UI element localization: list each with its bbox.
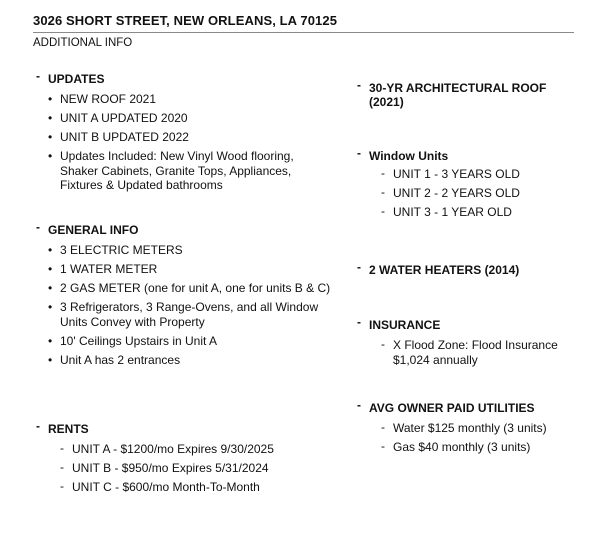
updates-title: UPDATES bbox=[48, 72, 105, 86]
list-item: - UNIT A - $1200/mo Expires 9/30/2025 bbox=[60, 442, 320, 457]
list-item: - Gas $40 monthly (3 units) bbox=[381, 440, 581, 455]
water-heaters-heading bbox=[357, 260, 520, 277]
rents-list bbox=[60, 442, 320, 499]
list-item: - Water $125 monthly (3 units) bbox=[381, 421, 581, 436]
heading-dash: - bbox=[36, 220, 40, 234]
list-item: • UNIT A UPDATED 2020 bbox=[48, 111, 328, 126]
heading-dash: - bbox=[36, 69, 40, 83]
property-address: 3026 SHORT STREET, NEW ORLEANS, LA 70125 bbox=[33, 13, 338, 28]
list-item: - X Flood Zone: Flood Insurance $1,024 annually bbox=[381, 338, 571, 367]
updates-list bbox=[48, 92, 328, 197]
header-divider bbox=[33, 32, 574, 33]
utilities-title: AVG OWNER PAID UTILITIES bbox=[369, 401, 535, 415]
heading-dash: - bbox=[357, 398, 361, 412]
general-info-heading bbox=[36, 220, 139, 237]
list-item: - UNIT C - $600/mo Month-To-Month bbox=[60, 480, 320, 495]
heading-dash: - bbox=[357, 315, 361, 329]
list-item: • Unit A has 2 entrances bbox=[48, 353, 340, 368]
general-info-list bbox=[48, 243, 340, 372]
list-item: • NEW ROOF 2021 bbox=[48, 92, 328, 107]
roof-heading bbox=[357, 78, 569, 109]
window-units-list bbox=[381, 167, 581, 224]
window-units-title: Window Units bbox=[369, 149, 449, 163]
rents-heading bbox=[36, 419, 89, 436]
list-item: - UNIT B - $950/mo Expires 5/31/2024 bbox=[60, 461, 320, 476]
utilities-heading bbox=[357, 398, 535, 415]
roof-title: 30-YR ARCHITECTURAL ROOF (2021) bbox=[369, 81, 547, 109]
list-item: • 10' Ceilings Upstairs in Unit A bbox=[48, 334, 340, 349]
list-item: • 1 WATER METER bbox=[48, 262, 340, 277]
list-item: • 2 GAS METER (one for unit A, one for units B & C) bbox=[48, 281, 340, 296]
insurance-title: INSURANCE bbox=[369, 318, 441, 332]
water-heaters-title: 2 WATER HEATERS (2014) bbox=[369, 263, 520, 277]
list-item: • 3 Refrigerators, 3 Range-Ovens, and all Window Units Convey with Property bbox=[48, 300, 340, 329]
list-item: - UNIT 2 - 2 YEARS OLD bbox=[381, 186, 581, 201]
utilities-list bbox=[381, 421, 581, 459]
rents-title: RENTS bbox=[48, 422, 89, 436]
insurance-list bbox=[381, 338, 571, 372]
heading-dash: - bbox=[357, 260, 361, 274]
updates-heading bbox=[36, 69, 105, 86]
heading-dash: - bbox=[357, 78, 361, 92]
list-item: • 3 ELECTRIC METERS bbox=[48, 243, 340, 258]
heading-dash: - bbox=[36, 419, 40, 433]
insurance-heading bbox=[357, 315, 441, 332]
general-info-title: GENERAL INFO bbox=[48, 223, 139, 237]
heading-dash: - bbox=[357, 146, 361, 160]
window-units-heading bbox=[357, 146, 449, 163]
list-item: - UNIT 3 - 1 YEAR OLD bbox=[381, 205, 581, 220]
list-item: • Updates Included: New Vinyl Wood flooring, Shaker Cabinets, Granite Tops, Appliances, Fixtures & Updated bathrooms bbox=[48, 149, 328, 193]
list-item: • UNIT B UPDATED 2022 bbox=[48, 130, 328, 145]
section-subtitle: ADDITIONAL INFO bbox=[33, 37, 133, 48]
list-item: - UNIT 1 - 3 YEARS OLD bbox=[381, 167, 581, 182]
